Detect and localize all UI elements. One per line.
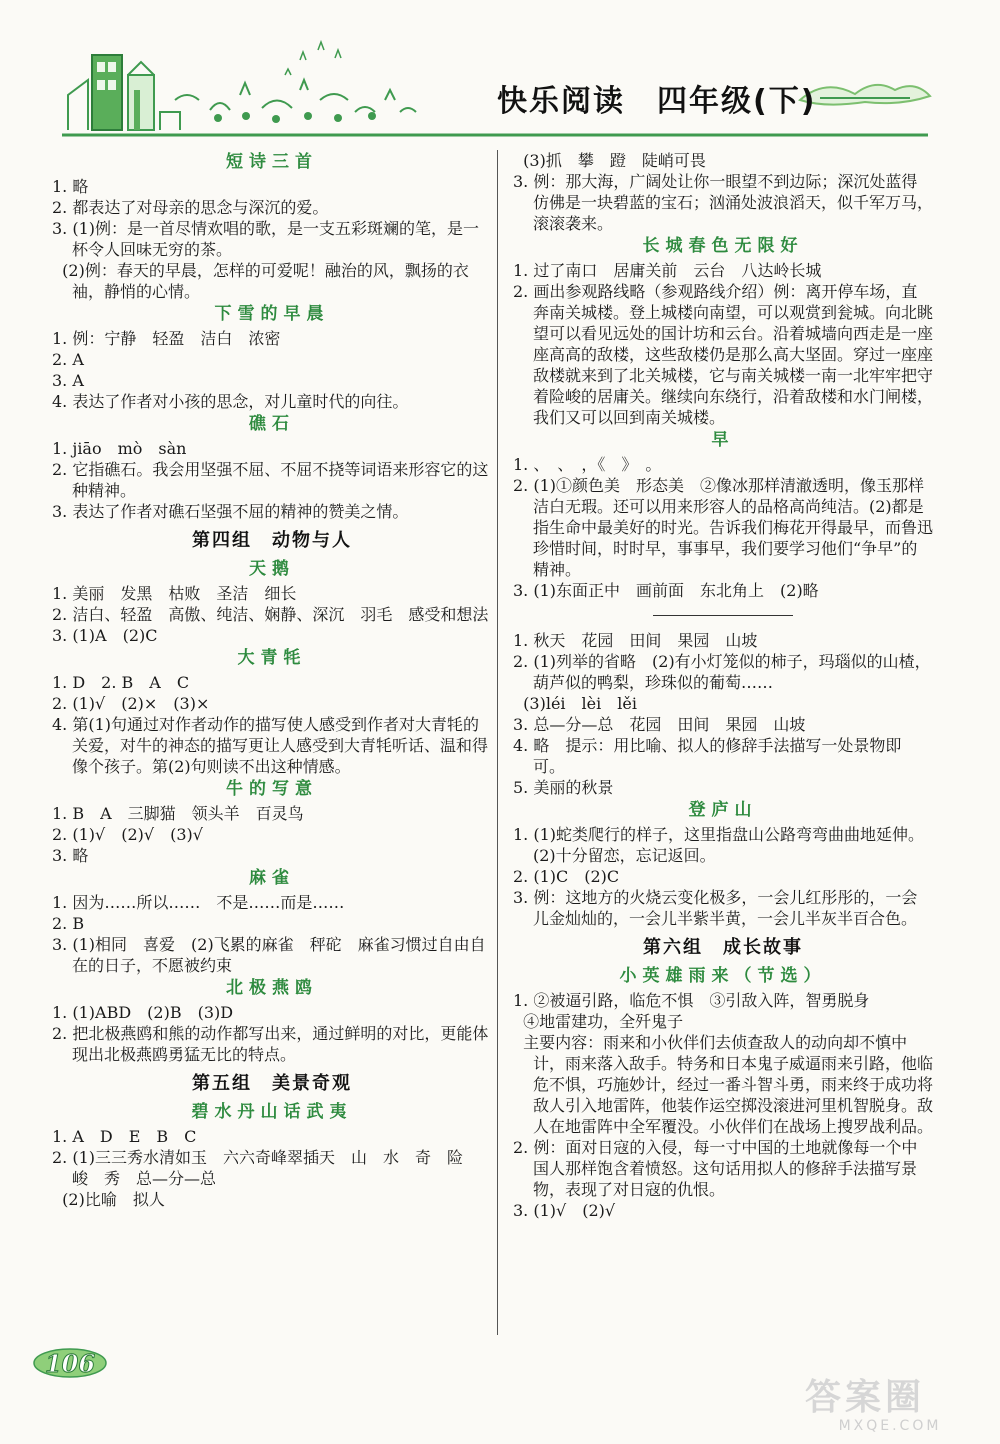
answer-line: 1. A D E B C [52, 1127, 197, 1146]
section-separator [653, 615, 793, 616]
answer-line: ④地雷建功，全歼鬼子 [513, 1012, 684, 1031]
page-number-badge [30, 1345, 110, 1379]
answer-line: 1. ②被逼引路，临危不惧 ③引敌入阵，智勇脱身 [513, 991, 870, 1010]
answer-line: 3. A [52, 371, 84, 390]
answer-line: 1. 、 、 ，《 》 。 [513, 455, 662, 474]
answer-line: 2. (1)√ (2)√ (3)√ [52, 825, 203, 844]
answer-line: (3)抓 攀 蹬 陡峭可畏 [513, 151, 706, 170]
answer-line: 1. B A 三脚猫 领头羊 百灵鸟 [52, 804, 304, 823]
answer-line: 2. 都表达了对母亲的思念与深沉的爱。 [52, 198, 329, 217]
answer-line: 2. 洁白、轻盈 高傲、纯洁、娴静、深沉 羽毛 感受和想法 [52, 605, 489, 624]
answer-line: 3. (1)东面正中 画前面 东北角上 (2)略 [513, 581, 819, 600]
group-heading: 第六组 成长故事 [643, 937, 803, 958]
answer-line: (3)léi lèi lěi [513, 694, 637, 713]
answer-line: 4. 略 提示：用比喻、拟人的修辞手法描写一处景物即可。 [513, 736, 902, 776]
answer-line: 3. (1)相同 喜爱 (2)飞累的麻雀 秤砣 麻雀习惯过自由自在的日子，不愿被约束 [52, 935, 486, 975]
section-heading: 牛的写意 [226, 779, 318, 799]
answer-line: 2. (1)①颜色美 形态美 ②像冰那样清澈透明，像玉那样洁白无瑕。还可以用来形容人的品格高尚纯洁。(2)都是指生命中最美好的时光。告诉我们梅花开得最早，而鲁迅珍惜时间，时时早，事事早，我们要学习他们“争早”的精神。 [513, 476, 934, 579]
answer-line: 3. 略 [52, 846, 89, 865]
answer-line: 1. (1)ABD (2)B (3)D [52, 1003, 234, 1022]
section-heading: 天鹅 [249, 559, 295, 579]
answer-line: 4. 表达了作者对小孩的思念，对儿童时代的向往。 [52, 392, 409, 411]
building-illustration [68, 42, 416, 130]
section-heading: 礁石 [249, 414, 295, 434]
answer-line: 3. (1)√ (2)√ [513, 1201, 616, 1220]
answer-line: 1. 过了南口 居庸关前 云台 八达岭长城 [513, 261, 822, 280]
watermark-logo-text: 答案圈 [805, 1377, 926, 1418]
answer-line: 3. 表达了作者对礁石坚强不屈的精神的赞美之情。 [52, 502, 409, 521]
section-heading: 长城春色无限好 [642, 236, 804, 256]
section-heading: 麻雀 [249, 868, 295, 888]
watermark-url: MXQE.COM [838, 1418, 942, 1434]
book-title: 快乐阅读 四年级(下) [497, 84, 817, 119]
answer-line: 2. 例：面对日寇的入侵，每一寸中国的土地就像每一个中国人那样饱含着愤怒。这句话用拟人的修辞手法描写景物，表现了对日寇的仇恨。 [513, 1138, 918, 1199]
answer-line: 3. 总—分—总 花园 田间 果园 山坡 [513, 715, 806, 734]
answer-line: 4. 第(1)句通过对作者动作的描写使人感受到作者对大青牦的关爱，对牛的神态的描写更让人感受到大青牦听话、温和得像个孩子。第(2)句则读不出这种情感。 [52, 715, 489, 776]
left-column [52, 150, 492, 1210]
answer-line: 1. 例：宁静 轻盈 洁白 浓密 [52, 329, 281, 348]
section-heading: 早 [711, 430, 735, 450]
answer-line: 5. 美丽的秋景 [513, 778, 614, 797]
section-heading: 北极燕鸥 [226, 978, 318, 998]
header-decoration [0, 0, 1000, 150]
page-number: 106 [44, 1349, 96, 1378]
group-heading: 第五组 美景奇观 [192, 1073, 352, 1094]
answer-line: 1. (1)蛇类爬行的样子，这里指盘山公路弯弯曲曲地延伸。(2)十分留恋，忘记返回。 [513, 825, 925, 865]
watermark [805, 1378, 975, 1438]
answer-line: 3. 例：那大海，广阔处让你一眼望不到边际；深沉处蓝得仿佛是一块碧蓝的宝石；汹涌处波浪滔天，似千军万马，滚滚袭来。 [513, 172, 934, 233]
answer-line: 1. 美丽 发黑 枯败 圣洁 细长 [52, 584, 297, 603]
answer-line: 1. 略 [52, 177, 89, 196]
answer-line: 2. (1)√ (2)× (3)× [52, 694, 210, 713]
small-figures [214, 112, 376, 123]
answer-line: 3. (1)A (2)C [52, 626, 158, 645]
answer-line: 1. 秋天 花园 田间 果园 山坡 [513, 631, 758, 650]
group-heading: 第四组 动物与人 [192, 530, 352, 551]
section-heading: 大青牦 [237, 648, 307, 668]
answer-line: (2)比喻 拟人 [52, 1190, 165, 1209]
answer-line: 2. 把北极燕鸥和熊的动作都写出来，通过鲜明的对比，更能体现出北极燕鸥勇猛无比的特点。 [52, 1024, 489, 1064]
answer-line: 1. jiāo mò sàn [52, 439, 187, 458]
answer-line: 2. 画出参观路线略（参观路线介绍）例：离开停车场，直奔南关城楼。登上城楼向南望，可以观赏到瓮城。向北眺望可以看见远处的国计坊和云台。沿着城墙向西走是一座座高高的敌楼，这些敌楼仍是那么高大坚固。穿过一座座敌楼就来到了北关城楼，它与南关城楼一南一北牢牢把守着险峻的居庸关。继续向东绕行，沿着敌楼和水门闸楼，我们又可以回到南关城楼。 [513, 282, 934, 427]
answer-line: 2. (1)三三秀水清如玉 六六奇峰翠插天 山 水 奇 险 峻 秀 总—分—总 [52, 1148, 480, 1188]
answer-line: 2. B [52, 914, 85, 933]
section-heading: 小英雄雨来（节选） [619, 966, 827, 986]
section-heading: 下雪的早晨 [214, 304, 330, 324]
cloud-ribbon [800, 85, 930, 105]
answer-line: 2. (1)列举的省略 (2)有小灯笼似的柿子，玛瑙似的山楂，葫芦似的鸭梨，珍珠似的葡萄…… [513, 652, 931, 692]
answer-line: 1. D 2. B A C [52, 673, 190, 692]
answer-line: 1. 因为……所以…… 不是……而是…… [52, 893, 345, 912]
right-column [513, 150, 933, 1221]
answer-line: (2)例：春天的早晨，怎样的可爱呢！融治的风，飘扬的衣袖，静悄的心情。 [52, 261, 469, 301]
answer-line: 2. (1)C (2)C [513, 867, 620, 886]
section-heading: 短诗三首 [226, 152, 318, 172]
answer-line: 2. A [52, 350, 84, 369]
answer-line: 3. (1)例：是一首尽情欢唱的歌，是一支五彩斑斓的笔，是一杯令人回味无穷的茶。 [52, 219, 480, 259]
column-divider [497, 150, 498, 1335]
section-heading: 登庐山 [688, 800, 758, 820]
answer-line: 3. 例：这地方的火烧云变化极多，一会儿红彤彤的，一会儿金灿灿的，一会儿半紫半黄，一会儿半灰半百合色。 [513, 888, 918, 928]
answer-line: 2. 它指礁石。我会用坚强不屈、不屈不挠等词语来形容它的这种精神。 [52, 460, 489, 500]
answer-line: 主要内容：雨来和小伙伴们去侦查敌人的动向却不慎中计，雨来落入敌手。特务和日本鬼子威逼雨来引路，他临危不惧，巧施妙计，经过一番斗智斗勇，雨来终于成功将敌人引入地雷阵，他装作运空掷没滚进河里机智脱身。敌人在地雷阵中全军覆没。小伙伴们在战场上搜罗战利品。 [513, 1033, 934, 1136]
page-header [0, 0, 1000, 150]
section-heading: 碧水丹山话武夷 [191, 1102, 353, 1122]
